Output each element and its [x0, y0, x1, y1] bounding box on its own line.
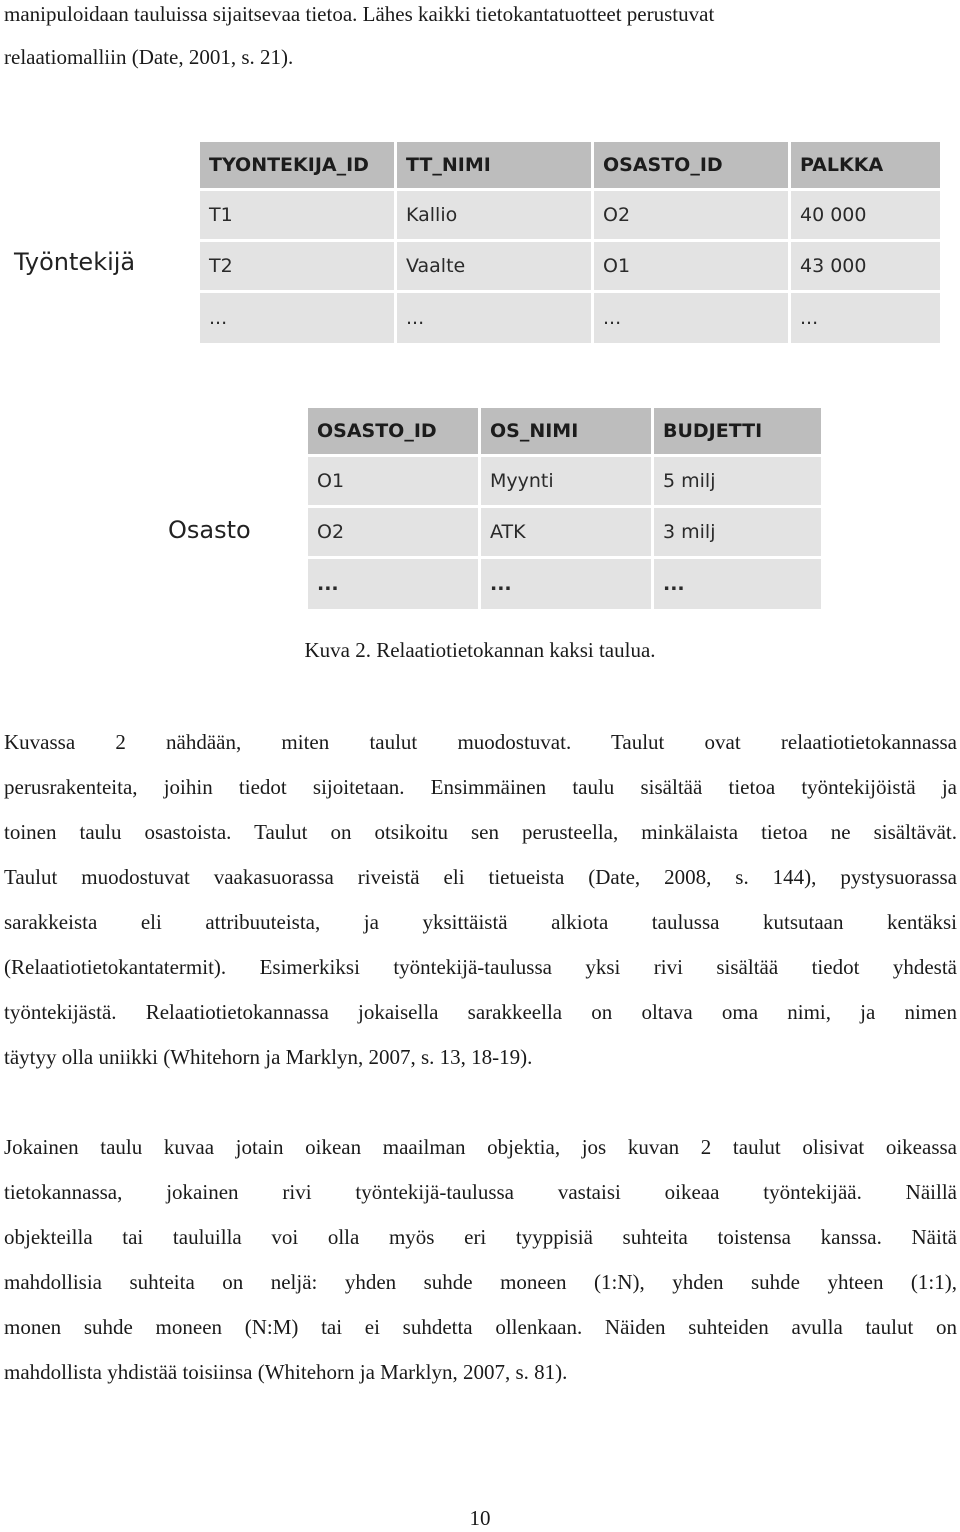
table-cell: 5 milj	[654, 457, 821, 505]
intro-line: relaatiomalliin (Date, 2001, s. 21).	[4, 45, 294, 69]
column-header: OSASTO_ID	[594, 142, 788, 188]
table-row	[308, 508, 821, 556]
table-cell: 40 000	[791, 191, 940, 239]
paragraph-line: mahdollisia suhteita on neljä: yhden suhde moneen (1:N), yhden suhde yhteen (1:1),	[4, 1270, 957, 1294]
paragraph-line: perusrakenteita, joihin tiedot sijoitetaan. Ensimmäinen taulu sisältää tietoa työntekijöistä ja	[4, 775, 957, 799]
paragraph-line: toinen taulu osastoista. Taulut on otsikoitu sen perusteella, minkälaista tietoa ne sisältävät.	[4, 820, 957, 844]
table-cell: ...	[481, 559, 651, 609]
paragraph-line: monen suhde moneen (N:M) tai ei suhdetta ollenkaan. Näiden suhteiden avulla taulut on	[4, 1315, 957, 1339]
paragraph-line: Taulut muodostuvat vaakasuorassa riveistä eli tietueista (Date, 2008, s. 144), pystysuorassa	[4, 865, 957, 889]
column-header: OSASTO_ID	[308, 408, 478, 454]
table-cell: ...	[200, 293, 394, 343]
department-table	[305, 405, 824, 612]
table-row	[308, 559, 821, 609]
page-number: 10	[469, 1506, 491, 1530]
column-header: TT_NIMI	[397, 142, 591, 188]
paragraph-line: työntekijästä. Relaatiotietokannassa jokaisella sarakkeella on oltava oma nimi, ja nimen	[4, 1000, 957, 1024]
employee-table	[197, 139, 943, 346]
intro-line: manipuloidaan tauluissa sijaitsevaa tietoa. Lähes kaikki tietokantatuotteet perustuvat	[4, 2, 715, 26]
table-row	[200, 293, 940, 343]
table-cell: O1	[594, 242, 788, 290]
figure-caption: Kuva 2. Relaatiotietokannan kaksi taulua.	[304, 638, 656, 662]
column-header: OS_NIMI	[481, 408, 651, 454]
table-cell: O2	[308, 508, 478, 556]
department-table-label: Osasto	[168, 516, 251, 544]
table-cell: ...	[791, 293, 940, 343]
paragraph-line: mahdollista yhdistää toisiinsa (Whitehorn ja Marklyn, 2007, s. 81).	[4, 1360, 568, 1384]
table-cell: Myynti	[481, 457, 651, 505]
table-cell: T2	[200, 242, 394, 290]
paragraph-line: (Relaatiotietokantatermit). Esimerkiksi työntekijä-taulussa yksi rivi sisältää tiedot yhdestä	[4, 955, 957, 979]
table-cell: 3 milj	[654, 508, 821, 556]
paragraph-line: sarakkeista eli attribuuteista, ja yksittäistä alkiota taulussa kutsutaan kentäksi	[4, 910, 957, 934]
table-row	[308, 457, 821, 505]
paragraph-line: objekteilla tai tauluilla voi olla myös eri tyyppisiä suhteita toistensa kanssa. Näitä	[4, 1225, 957, 1249]
paragraph-line: Kuvassa 2 nähdään, miten taulut muodostuvat. Taulut ovat relaatiotietokannassa	[4, 730, 957, 754]
table-row	[200, 242, 940, 290]
table-cell: ...	[594, 293, 788, 343]
column-header: BUDJETTI	[654, 408, 821, 454]
employee-table-label: Työntekijä	[14, 248, 136, 276]
column-header: PALKKA	[791, 142, 940, 188]
table-cell: T1	[200, 191, 394, 239]
table-header-row	[200, 142, 940, 188]
table-cell: ...	[397, 293, 591, 343]
table-cell: Vaalte	[397, 242, 591, 290]
paragraph-line: Jokainen taulu kuvaa jotain oikean maailman objektia, jos kuvan 2 taulut olisivat oikeassa	[4, 1135, 957, 1159]
table-cell: O2	[594, 191, 788, 239]
paragraph-line: täytyy olla uniikki (Whitehorn ja Marklyn, 2007, s. 13, 18-19).	[4, 1045, 533, 1069]
table-cell: Kallio	[397, 191, 591, 239]
table-cell: ATK	[481, 508, 651, 556]
table-cell: O1	[308, 457, 478, 505]
table-cell: ...	[654, 559, 821, 609]
table-cell: ...	[308, 559, 478, 609]
table-cell: 43 000	[791, 242, 940, 290]
table-row	[200, 191, 940, 239]
table-header-row	[308, 408, 821, 454]
paragraph-line: tietokannassa, jokainen rivi työntekijä-taulussa vastaisi oikeaa työntekijää. Näillä	[4, 1180, 957, 1204]
column-header: TYONTEKIJA_ID	[200, 142, 394, 188]
